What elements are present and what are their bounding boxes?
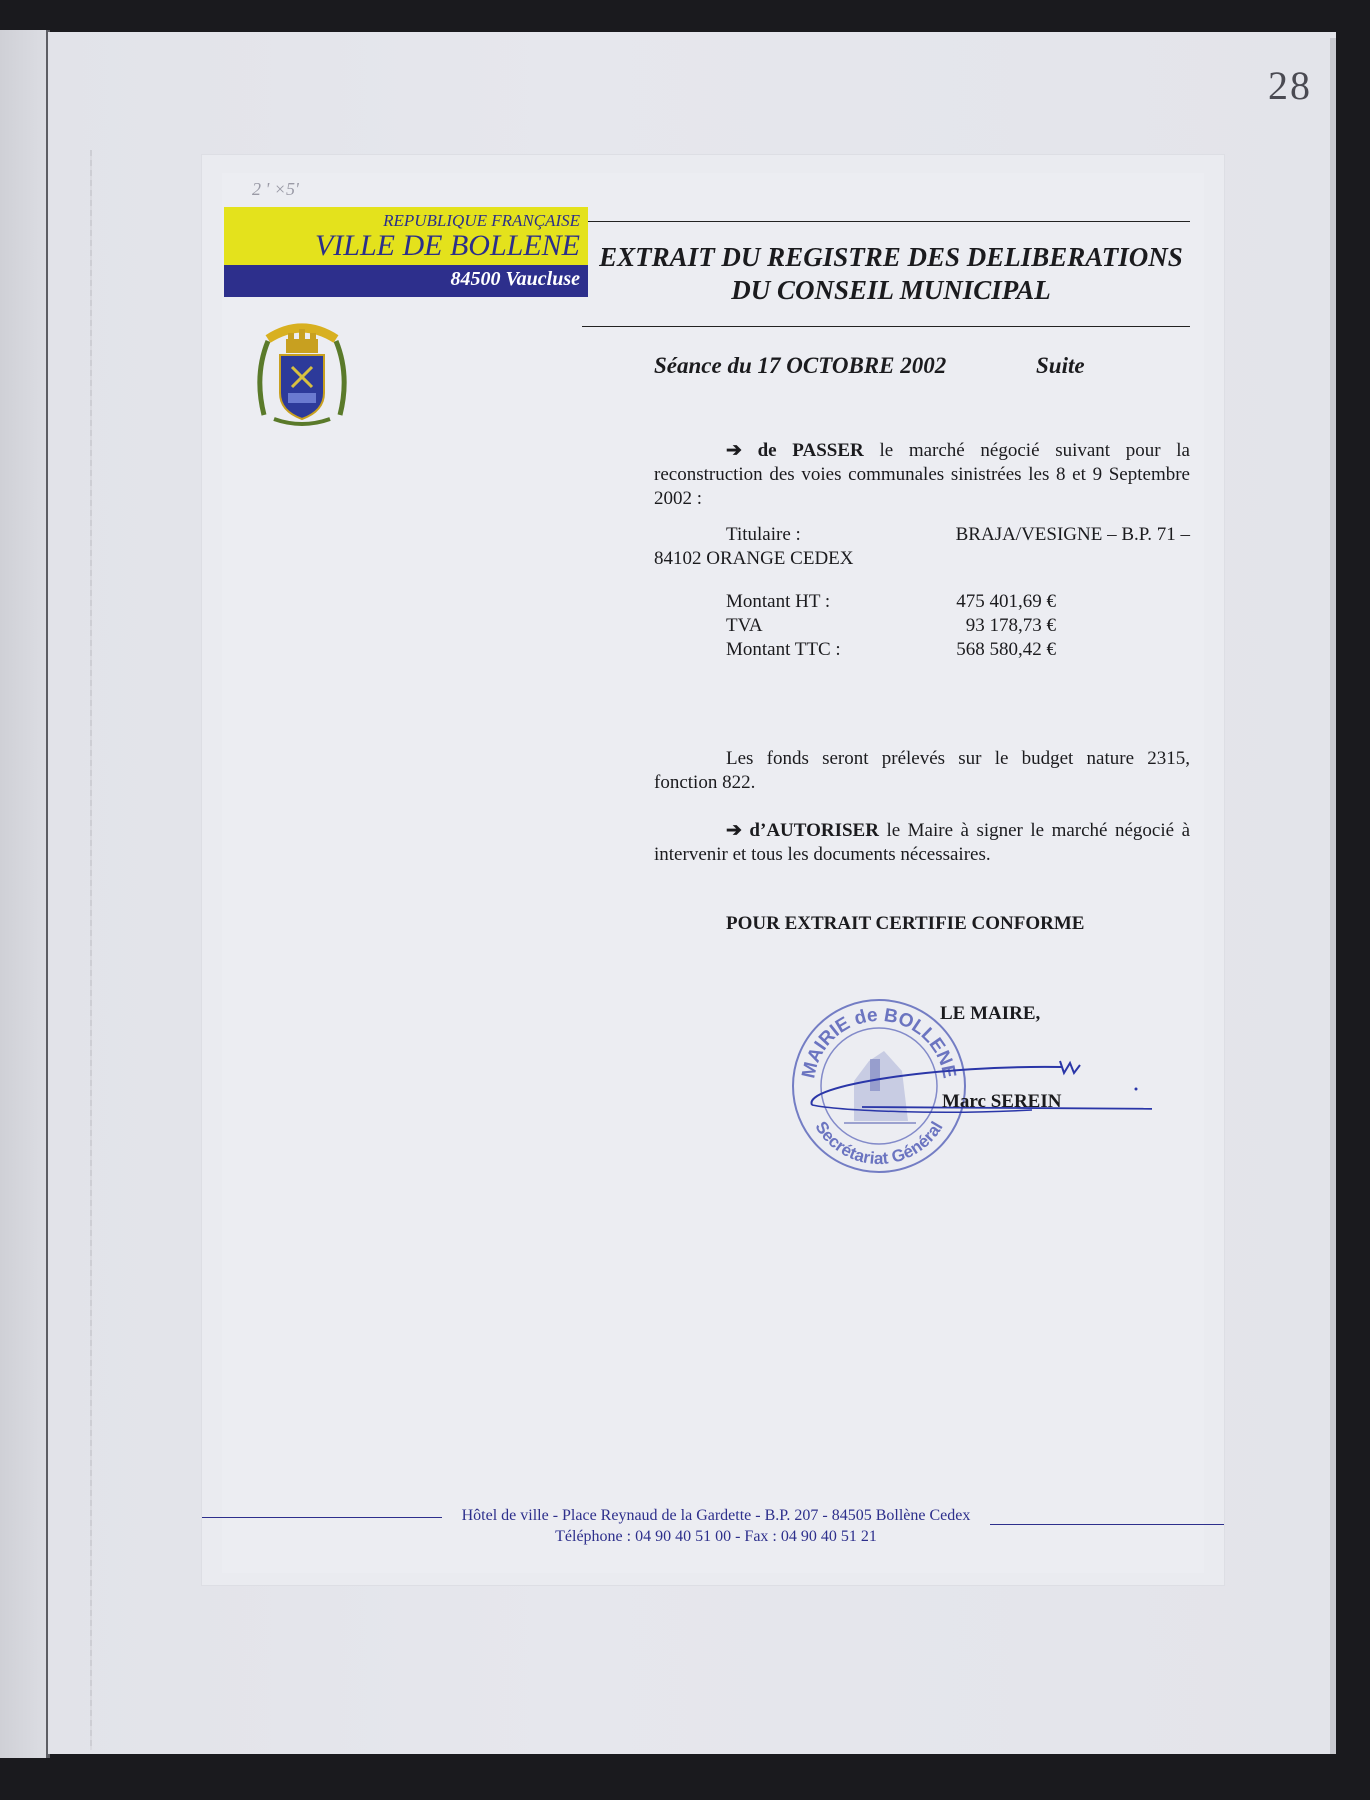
- titulaire-value: BRAJA/VESIGNE – B.P. 71 –: [955, 524, 1190, 545]
- mayor-name: Marc SEREIN: [942, 1091, 1062, 1112]
- footer-rule-right: [990, 1524, 1224, 1525]
- amount-row-ht: [726, 591, 1056, 615]
- footer-address: Hôtel de ville - Place Reynaud de la Gardette - B.P. 207 - 84505 Bollène Cedex: [461, 1507, 971, 1524]
- sheet-surface: [222, 173, 1204, 1573]
- footer-rule-left: [202, 1517, 442, 1518]
- page-right-edge: [1330, 38, 1336, 1754]
- header-republique: REPUBLIQUE FRANÇAISE: [383, 211, 580, 230]
- page-number: 28: [1268, 63, 1312, 108]
- paragraph-fonds: Les fonds seront prélevés sur le budget nature 2315, fonction 822.: [654, 748, 1190, 793]
- amount-label: Montant HT :: [726, 591, 831, 612]
- footer-phone: Téléphone : 04 90 40 51 00 - Fax : 04 90 40 51 21: [555, 1528, 877, 1545]
- stamp-bottom-text: Secrétariat Général: [811, 1117, 947, 1169]
- amount-value: 568 580,42 €: [956, 639, 1056, 660]
- svg-text:Secrétariat Général: [811, 1118, 946, 1168]
- amount-value: 475 401,69 €: [956, 591, 1056, 612]
- titulaire-line: [654, 523, 1190, 547]
- arrow-icon: ➔: [726, 440, 742, 461]
- titulaire-city: 84102 ORANGE CEDEX: [654, 548, 854, 569]
- page-fold: [90, 150, 92, 1750]
- document-sheet: [202, 155, 1224, 1585]
- stamp-top-text: MAIRIE de BOLLENE: [798, 1004, 960, 1081]
- passer-keyword: de PASSER: [757, 440, 864, 461]
- seance-date: Séance du 17 OCTOBRE 2002: [654, 353, 947, 378]
- autoriser-keyword: d’AUTORISER: [749, 820, 879, 841]
- amount-label: Montant TTC :: [726, 639, 841, 660]
- header-rule-top: [588, 221, 1190, 222]
- header-departement: 84500 Vaucluse: [450, 268, 580, 290]
- facing-page-edge: [0, 30, 46, 1758]
- amount-value: 93 178,73 €: [965, 615, 1056, 636]
- titulaire-label: Titulaire :: [726, 524, 801, 545]
- certification-line: POUR EXTRAIT CERTIFIE CONFORME: [726, 913, 1085, 934]
- passer-text: le marché négocié suivant pour la reconstruction des voies communales sinistrées les 8 et 9 Septembre 2002 :: [654, 440, 1190, 509]
- title-line-1: EXTRAIT DU REGISTRE DES DELIBERATIONS: [599, 242, 1183, 272]
- autoriser-text: le Maire à signer le marché négocié à intervenir et tous les documents nécessaires.: [654, 820, 1190, 865]
- title-line-2: DU CONSEIL MUNICIPAL: [731, 275, 1051, 305]
- header-rule-bottom: [582, 326, 1190, 327]
- city-crest-icon: [254, 315, 350, 431]
- amount-row-ttc: [726, 639, 1056, 663]
- document-title: [586, 241, 1196, 307]
- paragraph-autoriser: [654, 819, 1190, 867]
- header-ville: VILLE DE BOLLENE: [314, 229, 580, 262]
- amount-row-tva: [726, 615, 1056, 639]
- seance-suite: Suite: [1036, 353, 1085, 378]
- mayor-title: LE MAIRE,: [940, 1003, 1041, 1024]
- amount-label: TVA: [726, 615, 763, 636]
- paragraph-passer: [654, 439, 1190, 511]
- arrow-icon: ➔: [726, 820, 742, 841]
- pencil-annotation: 2 ' ×5': [252, 179, 299, 199]
